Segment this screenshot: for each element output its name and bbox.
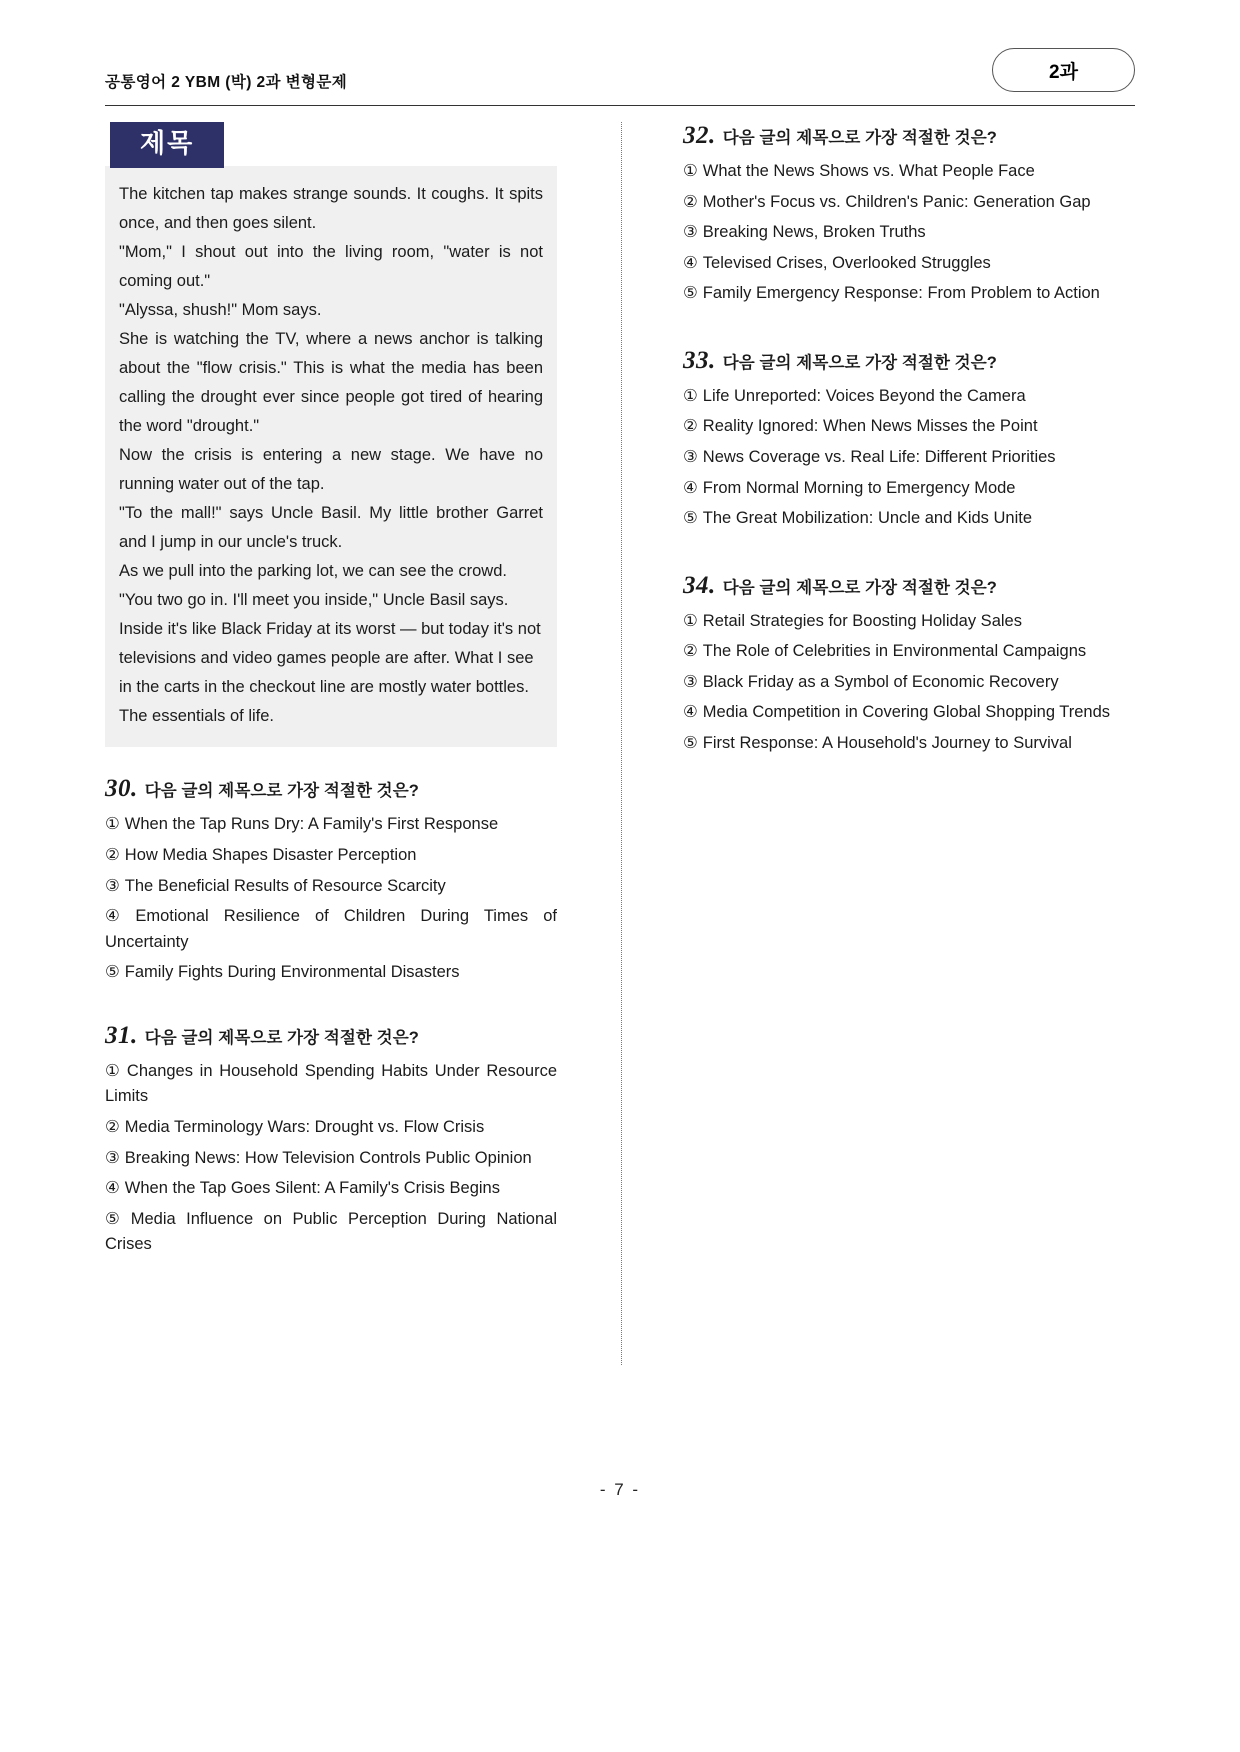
choice-option[interactable] <box>683 731 1135 757</box>
choice-option[interactable] <box>105 904 557 955</box>
choice-marker: ⑤ <box>683 733 698 752</box>
page-footer: - 7 - <box>599 1480 641 1499</box>
choice-option[interactable] <box>683 281 1135 307</box>
content-columns <box>105 122 1135 1422</box>
choice-text: Reality Ignored: When News Misses the Point <box>702 417 1038 436</box>
question-34-number: 34. <box>683 571 716 599</box>
choice-option[interactable] <box>105 874 557 900</box>
passage-title-box: 제목 <box>110 122 224 168</box>
passage-line: Inside it's like Black Friday at its worst — but today it's not televisions and video games people are after. What I see in the carts in the checkout line are mostly water bottles. The essentials of life. <box>119 620 541 726</box>
question-33-number: 33. <box>683 346 716 374</box>
question-33-prompt: 다음 글의 제목으로 가장 적절한 것은? <box>722 353 997 372</box>
question-34 <box>683 572 1135 757</box>
choice-text: Breaking News: How Television Controls Public Opinion <box>124 1148 532 1167</box>
choice-option[interactable] <box>683 414 1135 440</box>
question-32-choices <box>683 159 1135 307</box>
choice-option[interactable] <box>683 700 1135 726</box>
choice-text: The Beneficial Results of Resource Scarcity <box>124 876 446 895</box>
question-33-choices <box>683 384 1135 532</box>
question-30-head <box>105 775 557 803</box>
choice-marker: ③ <box>105 876 120 895</box>
choice-option[interactable] <box>105 960 557 986</box>
choice-text: Media Influence on Public Perception During National Crises <box>105 1209 557 1254</box>
question-30-number: 30. <box>105 775 138 803</box>
choice-option[interactable] <box>683 670 1135 696</box>
choice-marker: ① <box>683 162 698 180</box>
header-title: 공통영어 2 YBM (박) 2과 변형문제 <box>105 74 348 91</box>
question-30 <box>105 775 557 985</box>
choice-text: Media Competition in Covering Global Shopping Trends <box>702 703 1111 722</box>
choice-text: Breaking News, Broken Truths <box>702 223 926 242</box>
choice-text: Black Friday as a Symbol of Economic Recovery <box>702 672 1059 691</box>
choice-text: How Media Shapes Disaster Perception <box>124 846 417 865</box>
choice-marker: ④ <box>683 703 698 722</box>
lesson-badge: 2과 <box>992 48 1135 92</box>
passage-line: "To the mall!" says Uncle Basil. My little brother Garret and I jump in our uncle's truck. <box>119 504 543 552</box>
question-34-head <box>683 572 1135 600</box>
choice-option[interactable] <box>683 506 1135 532</box>
choice-marker: ④ <box>105 907 131 926</box>
passage-line: "Mom," I shout out into the living room, "water is not coming out." <box>119 242 543 290</box>
question-31-head <box>105 1022 557 1050</box>
choice-marker: ③ <box>683 447 698 466</box>
choice-text: First Response: A Household's Journey to Survival <box>702 733 1072 752</box>
choice-option[interactable] <box>683 476 1135 502</box>
choice-option[interactable] <box>105 1207 557 1258</box>
choice-text: Retail Strategies for Boosting Holiday Sales <box>702 611 1022 630</box>
choice-marker: ① <box>105 815 120 834</box>
choice-marker: ③ <box>683 672 698 691</box>
question-31 <box>105 1022 557 1258</box>
choice-text: Changes in Household Spending Habits Under Resource Limits <box>105 1061 558 1106</box>
choice-text: Family Fights During Environmental Disasters <box>124 963 460 982</box>
choice-option[interactable] <box>105 1115 557 1141</box>
choice-text: News Coverage vs. Real Life: Different Priorities <box>702 447 1056 466</box>
choice-text: Life Unreported: Voices Beyond the Camera <box>702 386 1026 405</box>
choice-marker: ① <box>683 611 698 630</box>
choice-option[interactable] <box>105 1146 557 1172</box>
choice-text: When the Tap Runs Dry: A Family's First Response <box>124 815 499 834</box>
choice-marker: ⑤ <box>683 509 698 528</box>
question-31-number: 31. <box>105 1021 138 1049</box>
question-30-choices <box>105 812 557 985</box>
question-34-prompt: 다음 글의 제목으로 가장 적절한 것은? <box>722 578 997 597</box>
choice-marker: ③ <box>683 223 698 242</box>
choice-option[interactable] <box>105 1059 557 1110</box>
left-column <box>105 122 557 1258</box>
choice-text: Family Emergency Response: From Problem to Action <box>702 284 1100 303</box>
choice-text: What the News Shows vs. What People Face <box>702 162 1035 180</box>
question-32-number: 32. <box>683 122 716 149</box>
passage-line: "Alyssa, shush!" Mom says. <box>119 301 322 320</box>
choice-marker: ① <box>683 386 698 405</box>
question-32 <box>683 122 1135 307</box>
passage-line: As we pull into the parking lot, we can see the crowd. <box>119 562 507 581</box>
right-column <box>683 122 1135 756</box>
choice-option[interactable] <box>105 1176 557 1202</box>
choice-text: The Great Mobilization: Uncle and Kids Unite <box>702 509 1033 528</box>
page-header <box>105 48 1135 106</box>
choice-option[interactable] <box>105 843 557 869</box>
choice-option[interactable] <box>683 251 1135 277</box>
question-34-choices <box>683 609 1135 757</box>
choice-text: Media Terminology Wars: Drought vs. Flow Crisis <box>124 1117 485 1136</box>
choice-marker: ② <box>105 846 120 865</box>
question-30-prompt: 다음 글의 제목으로 가장 적절한 것은? <box>144 782 419 801</box>
passage-line: Now the crisis is entering a new stage. We have no running water out of the tap. <box>119 446 543 494</box>
choice-option[interactable] <box>683 190 1135 216</box>
choice-marker: ① <box>105 1061 122 1080</box>
choice-option[interactable] <box>683 220 1135 246</box>
choice-marker: ③ <box>105 1148 120 1167</box>
question-31-prompt: 다음 글의 제목으로 가장 적절한 것은? <box>144 1028 419 1047</box>
choice-marker: ⑤ <box>105 1209 126 1228</box>
choice-marker: ④ <box>683 478 698 497</box>
choice-option[interactable] <box>683 159 1135 185</box>
choice-marker: ② <box>683 642 698 661</box>
choice-option[interactable] <box>683 609 1135 635</box>
header-divider-rule <box>105 105 1135 106</box>
choice-text: Televised Crises, Overlooked Struggles <box>702 253 991 272</box>
reading-passage <box>105 166 557 748</box>
passage-line: She is watching the TV, where a news anchor is talking about the "flow crisis." This is what the media has been calling the drought ever since people got tired of hearing the word "drought." <box>119 330 543 436</box>
column-divider <box>621 122 622 1365</box>
choice-option[interactable] <box>683 384 1135 410</box>
choice-marker: ⑤ <box>683 284 698 303</box>
choice-text: Emotional Resilience of Children During Times of Uncertainty <box>105 907 557 951</box>
choice-text: Mother's Focus vs. Children's Panic: Generation Gap <box>702 192 1091 211</box>
question-33 <box>683 347 1135 532</box>
choice-marker: ② <box>683 192 698 211</box>
choice-option[interactable] <box>105 812 557 838</box>
choice-option[interactable] <box>683 639 1135 665</box>
choice-text: When the Tap Goes Silent: A Family's Crisis Begins <box>124 1179 500 1198</box>
question-31-choices <box>105 1059 557 1258</box>
choice-text: The Role of Celebrities in Environmental Campaigns <box>702 642 1087 661</box>
choice-text: From Normal Morning to Emergency Mode <box>702 478 1016 497</box>
passage-line: "You two go in. I'll meet you inside," Uncle Basil says. <box>119 591 509 610</box>
choice-option[interactable] <box>683 445 1135 471</box>
choice-marker: ④ <box>683 253 698 272</box>
question-33-head <box>683 347 1135 375</box>
question-32-head <box>683 122 1135 150</box>
passage-line: The kitchen tap makes strange sounds. It coughs. It spits once, and then goes silent. <box>119 184 543 232</box>
choice-marker: ⑤ <box>105 963 120 982</box>
choice-marker: ④ <box>105 1179 120 1198</box>
choice-marker: ② <box>105 1117 120 1136</box>
choice-marker: ② <box>683 417 698 436</box>
question-32-prompt: 다음 글의 제목으로 가장 적절한 것은? <box>722 129 997 147</box>
